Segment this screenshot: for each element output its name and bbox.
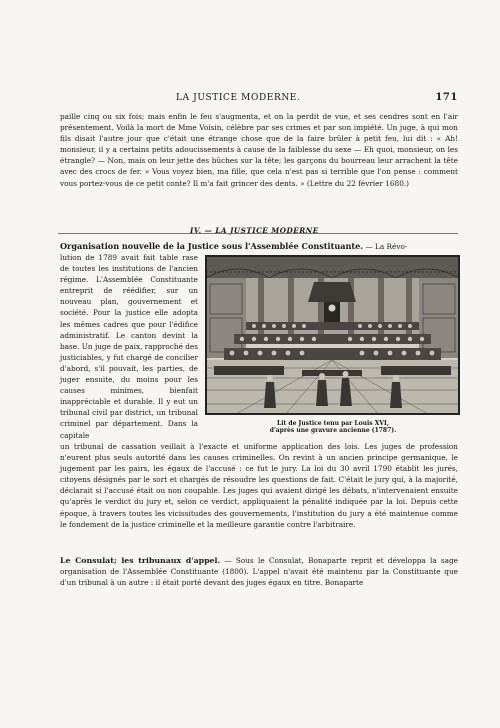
page-number: 171 [435, 92, 458, 103]
left-column-text: lution de 1789 avait fait table rase de toutes les institutions de l'ancien régime. L'Assemblée Constituante entreprit de réédifier, sur un nouveau plan, gouvernement et société. Pour la justice elle adopta les mêmes cadres que pour l'édifice administratif. Le canton devint la base. Un juge de paix, rapproché des justiciables, y fut chargé de concilier d'abord, s'il pouvait, les parties, de juger ensuite, du moins pour les causes minimes, bienfait inappréciable et durable. Il y eut un tribunal civil par district, un tribunal criminel par département. Dans la capitale [60, 253, 198, 440]
section-divider [58, 233, 458, 234]
paragraph-consulat-body: — Sous le Consulat, Bonaparte reprit et développa la sage organisation de l'Assemblée Constituante (1800). L'appel n'avait été maintenu par la Constituante que d'un tribunal à un autre : il était porté devant des juges égaux en titre. Bonaparte [60, 556, 458, 588]
paragraph-consulat [60, 555, 458, 588]
lit-de-justice-engraving [205, 255, 460, 415]
subsection-heading [60, 241, 458, 252]
engraving-illustration [206, 256, 459, 414]
caption-line-2: d'après une gravure ancienne (1787). [269, 427, 397, 435]
running-title: LA JUSTICE MODERNE. [176, 93, 301, 103]
figure-caption [238, 420, 428, 434]
paragraph-letter-quote: paille cinq ou six fois; mais enfin le feu s'augmenta, et on la perdit de vue, et ses cendres sont en l'air présentement. Voilà la mort de Mme Voisin, célèbre par ses crimes et par son impiété. Un juge, à qui mon fils disait l'autre jour que c'était une étrange chose que de la faire brûler à petit feu, lui dit : « Ah! monsieur, il y a certains petits adoucissements à cause de la faiblesse du sexe — Eh quoi, monsieur, on les étrangle? — Non, mais on leur jette des bûches sur la tête; les garçons du bourreau leur arrachent la tête avec des crocs de fer. » Vous voyez bien, ma fille, que cela n'est pas si terrible que l'on pense : comment vous portez-vous de ce petit conte? Il m'a fait grincer des dents. » (Lettre du 22 février 1680.) [60, 112, 458, 188]
running-head [58, 93, 458, 107]
caption-line-1: Lit de Justice tenu par Louis XVI, [277, 420, 389, 427]
subsection-lead: — La Révo- [363, 242, 408, 251]
paragraph-jury: un tribunal de cassation veillait à l'exacte et uniforme application des lois. Les juges de profession n'eurent plus seuls autorité dans les causes criminelles. On revint à un ancien principe germanique, le jugement par les pairs, les égaux de l'accusé : ce fut le jury. La loi du 30 avril 1790 établit les jurés, citoyens désignés par le sort et chargés de résoudre les questions de fait. C'était le jury qui, à la majorité, déclarait si l'accusé était ou non coupable. Les juges qui avaient dirigé les débats, n'intervenaient ensuite qu'après le verdict du jury et, selon ce verdict, appliquaient la pénalité indiquée par la loi. Depuis cette époque, à travers toutes les vicissitudes des gouvernements, l'institution du jury a été maintenue comme le fondement de la justice criminelle et la meilleure garantie contre l'arbitraire. [60, 442, 458, 529]
subsection-title: Organisation nouvelle de la Justice sous l'Assemblée Constituante. [60, 241, 364, 251]
paragraph-consulat-title: Le Consulat; les tribunaux d'appel. [60, 556, 221, 565]
section-heading: IV. — LA JUSTICE MODERNE [190, 226, 319, 235]
